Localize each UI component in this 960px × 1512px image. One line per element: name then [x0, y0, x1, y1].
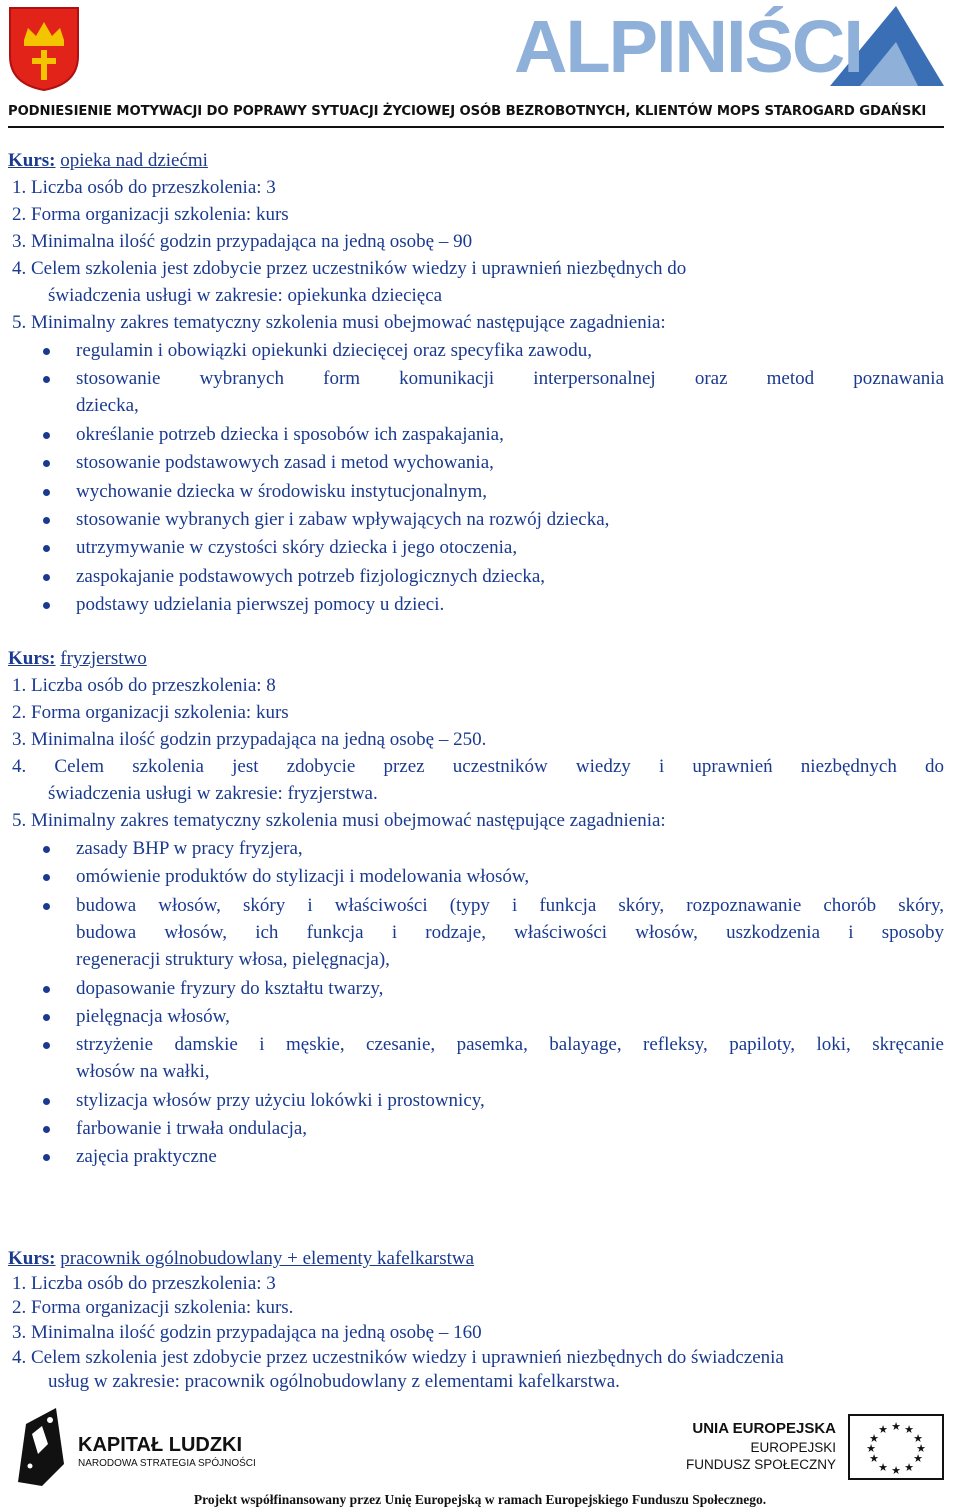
- list-item: regulamin i obowiązki opiekunki dziecięcej oraz specyfika zawodu,: [76, 340, 592, 361]
- list-item: stosowanie podstawowych zasad i metod wychowania,: [76, 452, 494, 473]
- course-item: 5. Minimalny zakres tematyczny szkolenia musi obejmować następujące zagadnienia:: [12, 810, 666, 831]
- svg-text:★: ★: [913, 1432, 923, 1445]
- list-item: wychowanie dziecka w środowisku instytucjonalnym,: [76, 481, 488, 502]
- list-item: zajęcia praktyczne: [76, 1146, 217, 1167]
- list-item: budowa włosów, skóry i właściwości (typy i funkcja skóry, rozpoznawanie chorób skóry,: [76, 895, 944, 916]
- list-item: stosowanie wybranych gier i zabaw wpływających na rozwój dziecka,: [76, 509, 610, 530]
- list-item-cont: budowa włosów, ich funkcja i rodzaje, właściwości włosów, uszkodzenia i sposoby: [76, 922, 944, 943]
- course-heading: [8, 648, 147, 670]
- list-item: zasady BHP w pracy fryzjera,: [76, 838, 303, 859]
- course-item: 3. Minimalna ilość godzin przypadająca na jedną osobę – 250.: [12, 729, 487, 750]
- course-item: 4. Celem szkolenia jest zdobycie przez uczestników wiedzy i uprawnień niezbędnych do: [12, 756, 944, 777]
- course-item: 1. Liczba osób do przeszkolenia: 8: [12, 675, 276, 696]
- svg-text:★: ★: [891, 1420, 901, 1433]
- project-tagline: PODNIESIENIE MOTYWACJI DO POPRAWY SYTUACJI ŻYCIOWEJ OSÓB BEZROBOTNYCH, KLIENTÓW MOPS STAROGARD GDAŃSKI: [8, 104, 927, 119]
- course-item: 4. Celem szkolenia jest zdobycie przez uczestników wiedzy i uprawnień niezbędnych do: [12, 258, 687, 279]
- course-item: 3. Minimalna ilość godzin przypadająca na jedną osobę – 160: [12, 1322, 482, 1343]
- kapital-ludzki-icon: [12, 1404, 72, 1488]
- svg-text:★: ★: [891, 1464, 901, 1477]
- list-item: stylizacja włosów przy użyciu lokówki i prostownicy,: [76, 1090, 485, 1111]
- list-item: określanie potrzeb dziecka i sposobów ich zaspakajania,: [76, 424, 504, 445]
- course-name: opieka nad dziećmi: [60, 150, 208, 171]
- course-label: Kurs:: [8, 1248, 56, 1269]
- cofinancing-note: Projekt współfinansowany przez Unię Europejską w ramach Europejskiego Funduszu Społecznego.: [193, 1492, 767, 1507]
- course-item: usług w zakresie: pracownik ogólnobudowlany z elementami kafelkarstwa.: [48, 1371, 620, 1392]
- course-item: 1. Liczba osób do przeszkolenia: 3: [12, 177, 276, 198]
- kapital-ludzki-logo: [12, 1404, 262, 1488]
- list-item: farbowanie i trwała ondulacja,: [76, 1118, 308, 1139]
- course-item: 3. Minimalna ilość godzin przypadająca na jedną osobę – 90: [12, 231, 473, 252]
- list-item: podstawy udzielania pierwszej pomocy u dzieci.: [76, 594, 445, 615]
- list-item: pielęgnacja włosów,: [76, 1006, 230, 1027]
- course-name: pracownik ogólnobudowlany + elementy kafelkarstwa: [60, 1248, 475, 1269]
- list-item: zaspokajanie podstawowych potrzeb fizjologicznych dziecka,: [76, 566, 546, 587]
- course-heading: [8, 150, 208, 172]
- ue-title: UNIA EUROPEJSKA: [692, 1420, 836, 1437]
- course-item: świadczenia usługi w zakresie: opiekunka dziecięca: [48, 285, 443, 306]
- svg-text:★: ★: [878, 1423, 888, 1436]
- eu-flag-icon: [848, 1414, 944, 1480]
- svg-text:★: ★: [904, 1461, 914, 1474]
- course-item: 5. Minimalny zakres tematyczny szkolenia musi obejmować następujące zagadnienia:: [12, 312, 666, 333]
- ue-subtitle-2: FUNDUSZ SPOŁECZNY: [685, 1457, 836, 1472]
- list-item-cont: dziecka,: [76, 395, 139, 416]
- course-item: 4. Celem szkolenia jest zdobycie przez uczestników wiedzy i uprawnień niezbędnych do świadczenia: [12, 1347, 784, 1368]
- kl-subtitle: NARODOWA STRATEGIA SPÓJNOŚCI: [78, 1458, 256, 1469]
- list-item: utrzymywanie w czystości skóry dziecka i jego otoczenia,: [76, 537, 518, 558]
- course-item: 2. Forma organizacji szkolenia: kurs: [12, 702, 289, 723]
- svg-text:★: ★: [866, 1442, 876, 1455]
- list-item: strzyżenie damskie i męskie, czesanie, pasemka, balayage, refleksy, papiloty, loki, skręcanie: [76, 1034, 944, 1055]
- eu-logo: [685, 1414, 944, 1480]
- course-label: Kurs:: [8, 150, 56, 171]
- course-name: fryzjerstwo: [60, 648, 147, 669]
- list-item: omówienie produktów do stylizacji i modelowania włosów,: [76, 866, 530, 887]
- list-item-cont: regeneracji struktury włosa, pielęgnacja),: [76, 949, 390, 970]
- list-item-cont: włosów na wałki,: [76, 1061, 210, 1082]
- list-item: stosowanie wybranych form komunikacji interpersonalnej oraz metod poznawania: [76, 368, 944, 389]
- city-crest-logo: [8, 6, 80, 92]
- course-item: 2. Forma organizacji szkolenia: kurs: [12, 204, 289, 225]
- list-item: dopasowanie fryzury do kształtu twarzy,: [76, 978, 384, 999]
- ue-subtitle-1: EUROPEJSKI: [750, 1440, 836, 1455]
- kl-title: KAPITAŁ LUDZKI: [78, 1434, 243, 1456]
- svg-text:★: ★: [878, 1461, 888, 1474]
- header-divider: [8, 126, 944, 128]
- svg-text:★: ★: [904, 1423, 914, 1436]
- course-item: 2. Forma organizacji szkolenia: kurs.: [12, 1297, 294, 1318]
- course-item: 1. Liczba osób do przeszkolenia: 3: [12, 1273, 276, 1294]
- svg-text:★: ★: [916, 1442, 926, 1455]
- course-heading: [8, 1248, 474, 1270]
- svg-text:★: ★: [869, 1432, 879, 1445]
- brand-title: ALPINIŚCI: [514, 5, 862, 88]
- svg-text:★: ★: [869, 1452, 879, 1465]
- course-label: Kurs:: [8, 648, 56, 669]
- svg-text:★: ★: [913, 1452, 923, 1465]
- course-item: świadczenia usługi w zakresie: fryzjerstwa.: [48, 783, 378, 804]
